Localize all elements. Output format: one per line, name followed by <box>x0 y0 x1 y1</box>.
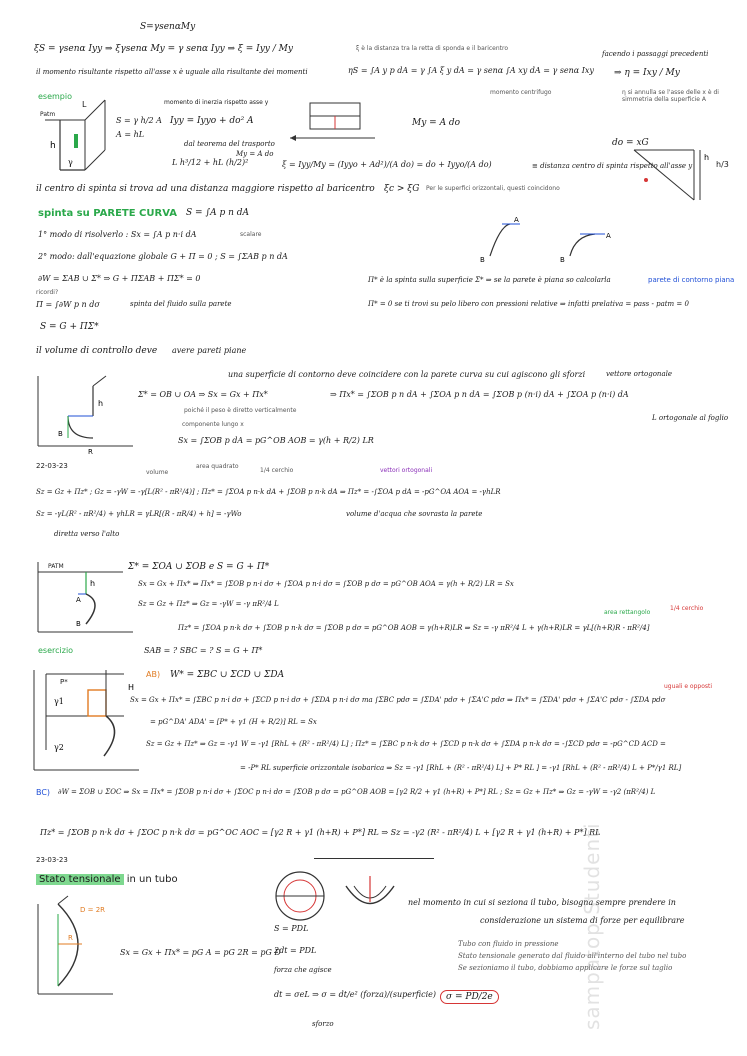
volume-note: volume <box>146 469 169 476</box>
componente-note: componente lungo x <box>182 421 244 428</box>
My-eq: My = A do <box>236 150 274 158</box>
BC-label: BC) <box>36 788 51 797</box>
tubo-dt2: dt = σeL ⇒ σ = dt/e² (forza)/(superficie) <box>274 990 436 999</box>
vettore-ortogonale: vettore ortogonale <box>606 370 672 378</box>
quarto-cerchio-note: 1/4 cerchio <box>260 467 294 474</box>
svg-text:h: h <box>704 153 710 162</box>
S-sum: S = G + ΠΣ* <box>40 322 99 332</box>
sigma-eq: Σ* = OB ∪ OA ⇒ Sx = Gx + Πx* <box>138 390 268 399</box>
pipe-cross-figure <box>270 866 410 930</box>
esempio-wall-figure <box>40 100 110 180</box>
inertia-title: momento di inerzia rispetto asse y <box>164 99 269 106</box>
ex-Sz-res: = -P* RL superficie orizzontale isobarica ⇒ Sz = -γ1 [RhL + (R² - πR²/4) L] + P* RL ] = -γ1 [RhL + (R² - πR²/4) L + P*/γ1 RL] <box>240 764 682 772</box>
svg-text:γ2: γ2 <box>54 743 64 752</box>
curva-title: spinta su PARETE CURVA <box>38 208 177 219</box>
xi-eq: ξ = Iyy/My = (Iyyo + Ad²)/(A do) = do + Iyyo/(A do) <box>282 160 492 169</box>
momento-centrifugo-label: momento centrifugo <box>490 89 552 96</box>
una-superficie: una superficie di contorno deve coincidere con la parete curva su cui agiscono gli sforzi <box>228 370 586 379</box>
fig2-quarto-note: 1/4 cerchio <box>670 605 704 612</box>
esercizio-label: esercizio <box>38 646 74 655</box>
section-rect-figure <box>290 98 380 148</box>
inertia-val: L h³/12 + hL (h/2)² <box>172 158 249 167</box>
h3-label: h/3 <box>716 160 729 169</box>
date-2303: 23-03-23 <box>36 856 68 864</box>
fig2-S-q: SAB = ? SBC = ? S = G + Π* <box>144 646 263 655</box>
curved-wall-figure-1 <box>28 376 138 456</box>
distanza-note: ≡ distanza centro di spinta rispetto all'asse y <box>532 162 693 170</box>
svg-text:R: R <box>68 934 73 942</box>
sigma-box: σ = PD/2e <box>440 990 499 1004</box>
tubo-title: Stato tensionale <box>36 874 124 885</box>
BC-eq: ∂W = ΣOB ∪ ΣOC ⇒ Sx = Πx* = ∫ΣOB p n·i dσ + ∫ΣOC p n·i dσ = ∫ΣOB p dσ = pG^OB AOB = [γ2 R/2 + γ1 (h+R) + P*] RL ; Sz = Gz + Πz* ⇒ Gz = -γW = -γ2 (πR²/4) L <box>58 788 656 796</box>
inertia-eq: Iyy = Iyyo + do² A <box>170 116 254 126</box>
svg-text:B: B <box>76 620 81 628</box>
AB-label: AB) <box>146 670 161 679</box>
tubo-note-3: Se sezioniamo il tubo, dobbiamo applicare le forze sul taglio <box>458 964 673 972</box>
svg-text:R: R <box>88 448 93 456</box>
area-quadrato-note: area quadrato <box>196 463 239 470</box>
BC-piz-eq: Πz* = ∫ΣOB p n·k dσ + ∫ΣOC p n·k dσ = pG^OC AOC = [γ2 R + γ1 (h+R) + P*] RL ⇒ Sz = -γ2 (R² - πR²/4) L + [γ2 R + γ1 (h+R) + P*] RL <box>40 828 601 837</box>
xi-ineq: ξc > ξG <box>384 184 420 194</box>
ex-Sx-res: = pG^DA' ADA' = [P* + γ1 (H + R/2)] RL = Sx <box>150 718 317 726</box>
divider <box>314 858 434 859</box>
note-xi-distance: ξ è la distanza tra la retta di sponda e il baricentro <box>356 45 509 52</box>
fig2-Sz-eq: Sz = Gz + Πz* ⇒ Gz = -γW = -γ πR²/4 L <box>138 600 279 608</box>
curved-wall-figure-2 <box>28 562 138 642</box>
avere-pareti: avere pareti piane <box>172 346 247 355</box>
date-2203: 22-03-23 <box>36 462 68 470</box>
tubo-note-1: Tubo con fluido in pressione <box>458 940 559 948</box>
pstar-label: P* <box>60 678 68 686</box>
tubo-title-wrap <box>36 874 178 886</box>
parete-contorno: parete di contorno piana <box>648 276 735 284</box>
fig2-piz-eq: Πz* = ∫ΣOA p n·k dσ + ∫ΣOB p n·k dσ = ∫ΣOB p dσ = pG^OB AOB = γ(h+R)LR ⇒ Sz = -γ πR²/4 L + γ(h+R)LR = γL[(h+R)R - πR²/4] <box>178 624 650 632</box>
dW-eq: ∂W = ΣAB ∪ Σ* ⇒ G + ΠΣAB + ΠΣ* = 0 <box>38 274 201 283</box>
tubo-note-2: Stato tensionale generato dal fluido all'interno del tubo nel tubo <box>458 952 687 960</box>
diretta-note: diretta verso l'alto <box>54 530 120 538</box>
S-def: S = ∫A p n dA <box>186 208 250 218</box>
esempio-label: esempio <box>38 92 72 101</box>
do-eq: do = xG <box>612 138 649 148</box>
ex-Sz-eq: Sz = Gz + Πz* ⇒ Gz = -γ1 W = -γ1 [RhL + (R² - πR²/4) L] ; Πz* = ∫ΣBC p n·k dσ + ∫ΣCD p n·k dσ + ∫ΣDA p n·k dσ = -∫ΣCD pdσ = -pG^CD ACD = <box>146 740 666 748</box>
volume-controllo: il volume di controllo deve <box>36 346 158 356</box>
svg-text:H: H <box>128 683 135 692</box>
A-eq: A = hL <box>116 130 145 139</box>
esercizio-figure <box>24 660 144 780</box>
W-eq: W* = ΣBC ∪ ΣCD ∪ ΣDA <box>170 670 285 680</box>
considerazione-text: considerazione un sistema di forze per equilibrare <box>480 916 685 925</box>
wall-L-label: L <box>82 100 87 109</box>
poiche-note: poiché il peso è diretto verticalmente <box>184 407 297 414</box>
svg-text:A: A <box>76 596 81 604</box>
Sx-eq: Sx = ∫ΣOB p dA = pG^OB AOB = γ(h + R/2) LR <box>178 436 374 445</box>
volume-acqua: volume d'acqua che sovrasta la parete <box>346 510 483 518</box>
uguali-opposti: uguali e opposti <box>664 683 713 690</box>
forza-note: forza che agisce <box>274 966 332 974</box>
tubo-title-rest: in un tubo <box>126 874 178 885</box>
orizz-note: Per le superfici orizzontali, questi coincidono <box>426 185 560 192</box>
sforzo-note: sforzo <box>312 1020 334 1028</box>
svg-text:B: B <box>480 256 485 264</box>
watermark: sampatop Studenti <box>580 822 604 1030</box>
tubo-dt-eq: 2dt = PDL <box>274 946 317 955</box>
vettori-ortogonali-note: vettori ortogonali <box>380 467 433 474</box>
sigma-star-figure <box>480 216 620 272</box>
svg-text:h: h <box>90 579 96 588</box>
svg-text:γ: γ <box>68 158 73 167</box>
svg-text:A: A <box>514 216 519 224</box>
eta-note: η si annulla se l'asse delle x è di simmetria della superficie A <box>622 89 719 103</box>
sezione-text: nel momento in cui si seziona il tubo, bisogna sempre prendere in <box>408 898 676 907</box>
svg-text:B: B <box>560 256 565 264</box>
eq-xi-S: ξS = γsenα Iyy ⇒ ξγsenα My = γ senα Iyy ⇒ ξ = Iyy / My <box>34 44 293 54</box>
My-eq-right: My = A do <box>412 118 461 128</box>
D-label: D = 2R <box>80 906 106 914</box>
scalare-note: scalare <box>240 231 262 238</box>
svg-text:A: A <box>606 232 611 240</box>
svg-text:h: h <box>50 141 56 151</box>
svg-text:h: h <box>98 399 104 408</box>
teorema-text: dal teorema del trasporto <box>184 140 275 148</box>
ortogonale-foglio: L ortogonale al foglio <box>652 414 729 422</box>
area-rett-note: area rettangolo <box>604 609 651 616</box>
svg-text:B: B <box>58 430 63 438</box>
spinta-fluido: spinta del fluido sulla parete <box>130 300 232 308</box>
triangle-figure <box>634 150 724 210</box>
fig2-Sx-eq: Sx = Gx + Πx* ⇒ Πx* = ∫ΣOB p n·i dσ + ∫ΣOA p n·i dσ = ∫ΣOB p dσ = pG^OB AOA = γ(h + R/2) LR = Sx <box>138 580 514 588</box>
pi-def: Π = ∫∂W p n dσ <box>36 300 100 309</box>
ex-Sx-eq: Sx = Gx + Πx* = ∫ΣBC p n·i dσ + ∫ΣCD p n·i dσ + ∫ΣDA p n·i dσ ma ∫ΣBC pdσ = ∫ΣDA' pdσ + ∫ΣA'C pdσ ⇒ Πx* = ∫ΣDA' pdσ + ∫ΣA'C pdσ - ∫ΣDA pdσ <box>130 696 666 704</box>
pix-eq: ⇒ Πx* = ∫ΣOB p n dA + ∫ΣOA p n dA = ∫ΣOB p (n·i) dA + ∫ΣOA p (n·i) dA <box>330 390 629 399</box>
sigma-star-text: Π* è la spinta sulla superficie Σ* ⇒ se la parete è piana so calcolarla <box>368 276 611 284</box>
S-eq: S = γ h/2 A <box>116 116 162 125</box>
eq-eta-S: ηS = ∫A y p dA = γ ∫A ξ y dA = γ senα ∫A xy dA = γ senα Ixy <box>348 66 594 75</box>
fig2-sigma-eq: Σ* = ΣOA ∪ ΣOB e S = G + Π* <box>128 562 270 572</box>
centro-text: il centro di spinta si trova ad una distanza maggiore rispetto al baricentro <box>36 184 375 194</box>
moment-text: il momento risultante rispetto all'asse x è uguale alla risultante dei momenti <box>36 68 308 76</box>
facendo-note: facendo i passaggi precedenti <box>602 50 709 58</box>
svg-text:γ1: γ1 <box>54 697 64 706</box>
header-title: S=γsenαMy <box>140 22 196 32</box>
patm-label: Patm <box>40 111 56 118</box>
modo1: 1° modo di risolverlo : Sx = ∫A p n·i dA <box>38 230 197 239</box>
sigma-box-wrap <box>440 992 499 1002</box>
ricordi-note: ricordi? <box>36 289 59 296</box>
patm-label-2: PATM <box>48 563 64 570</box>
pi-zero: Π* = 0 se ti trovi su pelo libero con pressioni relative ⇒ infatti prelativa = pass - patm = 0 <box>368 300 689 308</box>
tubo-S-eq: S = PDL <box>274 924 309 933</box>
eq-eta: ⇒ η = Ixy / My <box>614 68 680 78</box>
Sz-res: Sz = -γL(R² - πR²/4) + γhLR = γLR[(R - πR/4) + h] = -γWo <box>36 510 242 518</box>
modo2: 2° modo: dall'equazione globale G + Π = 0 ; S = ∫ΣAB p n dA <box>38 252 288 261</box>
tubo-Sx-eq: Sx = Gx + Πx* = pG A = pG 2R = pG D <box>120 948 281 957</box>
Sz-eq: Sz = Gz + Πz* ; Gz = -γW = -γ[L(R² - πR²/4)] ; Πz* = ∫ΣOA p n·k dA + ∫ΣOB p n·k dA ⇒ Πz* = -∫ΣOA p dA = -pG^OA AOA = -γhLR <box>36 488 501 496</box>
